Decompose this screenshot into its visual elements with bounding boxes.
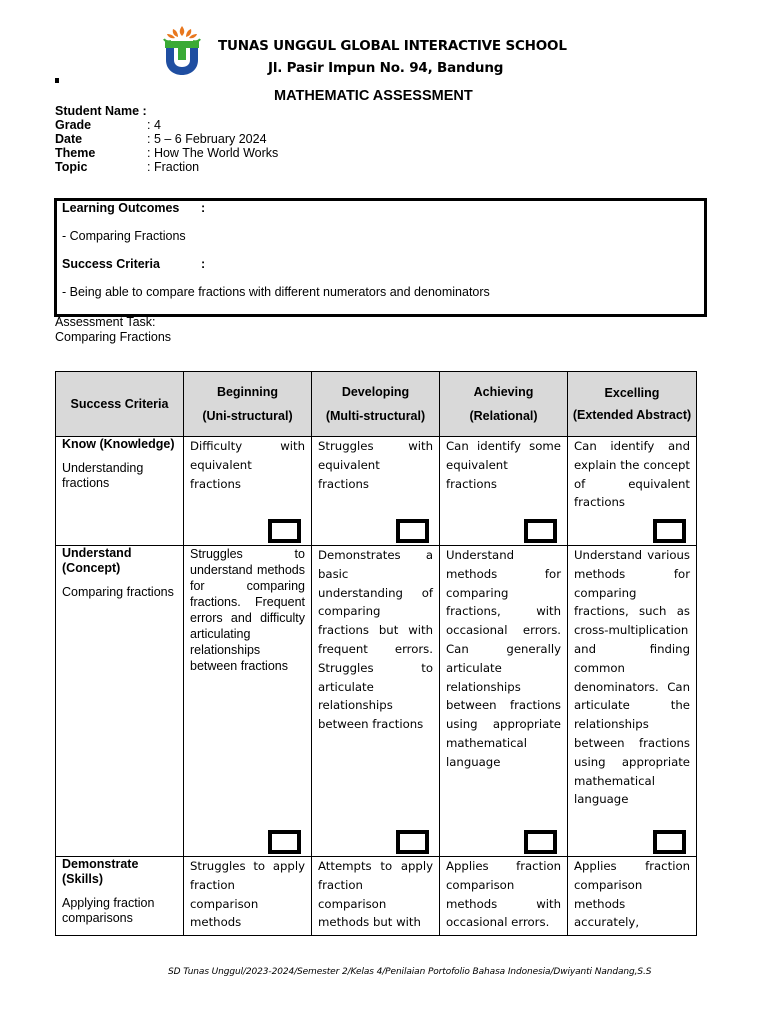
theme-value: : How The World Works bbox=[147, 146, 279, 160]
checkbox[interactable] bbox=[653, 519, 686, 543]
checkbox[interactable] bbox=[524, 519, 557, 543]
checkbox[interactable] bbox=[268, 519, 301, 543]
bullet-mark bbox=[55, 78, 59, 83]
date-label: Date bbox=[55, 132, 83, 146]
learning-outcome-item: - Comparing Fractions bbox=[62, 229, 186, 243]
learning-outcomes-colon: : bbox=[201, 201, 206, 215]
school-logo bbox=[162, 24, 202, 76]
page-footer: SD Tunas Unggul/2023-2024/Semester 2/Kelas 4/Penilaian Portofolio Bahasa Indonesia/Dwiyanti Nandang,S.S bbox=[168, 967, 652, 977]
school-address: Jl. Pasir Impun No. 94, Bandung bbox=[268, 60, 504, 76]
criteria-title: Know (Knowledge) bbox=[62, 437, 175, 451]
criteria-subtitle: Understanding fractions bbox=[62, 461, 144, 490]
criteria-cell bbox=[56, 546, 184, 857]
success-criteria-colon: : bbox=[201, 257, 206, 271]
criteria-title: Demonstrate (Skills) bbox=[62, 857, 139, 886]
developing-cell: Struggles with equivalent fractions bbox=[312, 437, 440, 546]
checkbox[interactable] bbox=[268, 830, 301, 854]
topic-value: : Fraction bbox=[147, 160, 200, 174]
header-developing: Developing (Multi-structural) bbox=[312, 372, 440, 437]
success-criteria-label: Success Criteria bbox=[62, 257, 160, 271]
checkbox[interactable] bbox=[396, 519, 429, 543]
topic-row bbox=[55, 160, 278, 174]
grade-value: : 4 bbox=[147, 118, 161, 132]
assessment-task bbox=[55, 315, 171, 344]
checkbox[interactable] bbox=[524, 830, 557, 854]
school-name: TUNAS UNGGUL GLOBAL INTERACTIVE SCHOOL bbox=[218, 38, 567, 54]
learning-outcomes-box bbox=[54, 198, 707, 317]
date-row bbox=[55, 132, 278, 146]
developing-cell: Attempts to apply fraction comparison methods but with bbox=[312, 857, 440, 936]
rubric-table bbox=[55, 371, 697, 936]
rubric-header-row bbox=[56, 372, 697, 437]
achieving-cell: Understand methods for comparing fractions, with occasional errors. Can generally articulate relationships between fractions using appropriate mathematical language bbox=[440, 546, 568, 857]
beginning-cell: Struggles to apply fraction comparison methods bbox=[184, 857, 312, 936]
criteria-cell bbox=[56, 857, 184, 936]
document-title: MATHEMATIC ASSESSMENT bbox=[274, 88, 473, 104]
beginning-cell: Struggles to understand methods for comparing fractions. Frequent errors and difficulty articulating relationships between fractions bbox=[184, 546, 312, 857]
criteria-title: Understand (Concept) bbox=[62, 546, 132, 575]
header-achieving: Achieving (Relational) bbox=[440, 372, 568, 437]
grade-row bbox=[55, 118, 278, 132]
developing-cell: Demonstrates a basic understanding of comparing fractions but with frequent errors. Struggles to articulate relationships between fractions bbox=[312, 546, 440, 857]
learning-outcomes-label: Learning Outcomes bbox=[62, 201, 180, 215]
criteria-cell bbox=[56, 437, 184, 546]
assessment-task-label: Assessment Task: bbox=[55, 315, 156, 329]
excelling-cell: Can identify and explain the concept of equivalent fractions bbox=[568, 437, 697, 546]
topic-label: Topic bbox=[55, 160, 88, 174]
assessment-task-value: Comparing Fractions bbox=[55, 329, 172, 344]
achieving-cell: Can identify some equivalent fractions bbox=[440, 437, 568, 546]
success-criteria-item: - Being able to compare fractions with different numerators and denominators bbox=[62, 285, 490, 299]
header-excelling: Excelling (Extended Abstract) bbox=[568, 372, 697, 437]
date-value: : 5 – 6 February 2024 bbox=[147, 132, 267, 146]
header-success-criteria: Success Criteria bbox=[56, 372, 184, 437]
student-name-label: Student Name : bbox=[55, 104, 147, 118]
excelling-cell: Applies fraction comparison methods accurately, bbox=[568, 857, 697, 936]
achieving-cell: Applies fraction comparison methods with occasional errors. bbox=[440, 857, 568, 936]
criteria-subtitle: Comparing fractions bbox=[62, 585, 174, 599]
rubric-row-demonstrate bbox=[56, 857, 697, 936]
excelling-cell: Understand various methods for comparing fractions, such as cross-multiplication and finding common denominators. Can articulate the relationships between fractions using appropriate mathematical language bbox=[568, 546, 697, 857]
header-beginning: Beginning (Uni-structural) bbox=[184, 372, 312, 437]
theme-row bbox=[55, 146, 278, 160]
student-info bbox=[55, 104, 278, 174]
rubric-row-understand bbox=[56, 546, 697, 857]
student-name-row bbox=[55, 104, 278, 118]
rubric-row-know bbox=[56, 437, 697, 546]
grade-label: Grade bbox=[55, 118, 92, 132]
checkbox[interactable] bbox=[653, 830, 686, 854]
criteria-subtitle: Applying fraction comparisons bbox=[62, 896, 155, 925]
checkbox[interactable] bbox=[396, 830, 429, 854]
theme-label: Theme bbox=[55, 146, 96, 160]
beginning-cell: Difficulty with equivalent fractions bbox=[184, 437, 312, 546]
